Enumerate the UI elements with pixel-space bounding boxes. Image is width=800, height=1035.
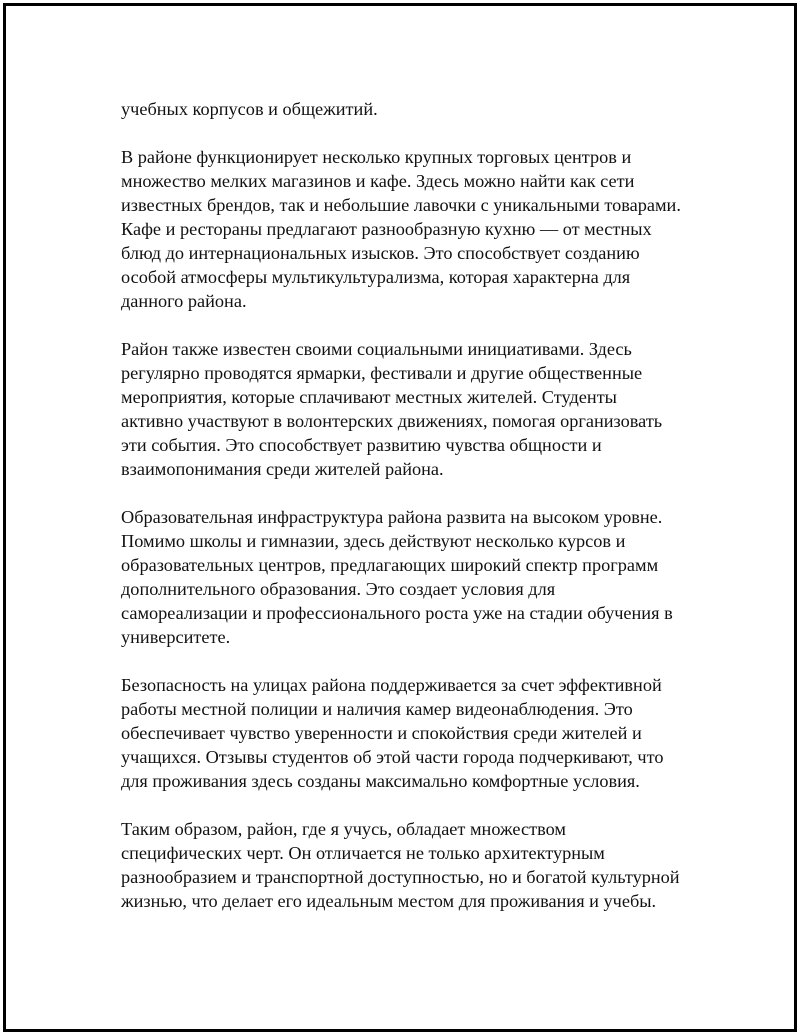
- page-border: [3, 3, 797, 1032]
- text-line: Безопасность на улицах района поддерживается за счет эффективной: [121, 675, 662, 695]
- text-line: Кафе и рестораны предлагают разнообразную кухню — от местных: [121, 219, 652, 239]
- document-body: [121, 97, 701, 937]
- text-line: известных брендов, так и небольшие лавочки с уникальными товарами.: [121, 195, 681, 215]
- text-line: блюд до интернациональных изысков. Это способствует созданию: [121, 243, 640, 263]
- text-line: В районе функционирует несколько крупных торговых центров и: [121, 147, 632, 167]
- text-line: Образовательная инфраструктура района развита на высоком уровне.: [121, 507, 663, 527]
- text-line: регулярно проводятся ярмарки, фестивали и другие общественные: [121, 363, 643, 383]
- text-line: Район также известен своими социальными инициативами. Здесь: [121, 339, 632, 359]
- text-line: особой атмосферы мультикультурализма, которая характерна для: [121, 267, 631, 287]
- text-line: разнообразием и транспортной доступностью, но и богатой культурной: [121, 867, 680, 887]
- text-line: Помимо школы и гимназии, здесь действуют несколько курсов и: [121, 531, 626, 551]
- text-line: данного района.: [121, 291, 247, 311]
- text-line: самореализации и профессионального роста уже на стадии обучения в: [121, 603, 673, 623]
- text-line: мероприятия, которые сплачивают местных жителей. Студенты: [121, 387, 617, 407]
- paragraph-1: [121, 97, 701, 121]
- text-line: образовательных центров, предлагающих широкий спектр программ: [121, 555, 659, 575]
- text-line: для проживания здесь созданы максимально комфортные условия.: [121, 771, 640, 791]
- text-line: жизнью, что делает его идеальным местом для проживания и учебы.: [121, 891, 657, 911]
- paragraph-6: [121, 817, 701, 913]
- text-line: обеспечивает чувство уверенности и спокойствия среди жителей и: [121, 723, 642, 743]
- paragraph-4: [121, 505, 701, 649]
- text-line: эти события. Это способствует развитию чувства общности и: [121, 435, 602, 455]
- text-line: университете.: [121, 627, 231, 647]
- paragraph-3: [121, 337, 701, 481]
- text-line: взаимопонимания среди жителей района.: [121, 459, 444, 479]
- text-line: учебных корпусов и общежитий.: [121, 99, 378, 119]
- text-line: активно участвуют в волонтерских движениях, помогая организовать: [121, 411, 663, 431]
- text-line: дополнительного образования. Это создает условия для: [121, 579, 556, 599]
- paragraph-2: [121, 145, 701, 313]
- paragraph-5: [121, 673, 701, 793]
- text-line: специфических черт. Он отличается не только архитектурным: [121, 843, 605, 863]
- text-line: множество мелких магазинов и кафе. Здесь можно найти как сети: [121, 171, 635, 191]
- text-line: Таким образом, район, где я учусь, обладает множеством: [121, 819, 566, 839]
- text-line: учащихся. Отзывы студентов об этой части города подчеркивают, что: [121, 747, 664, 767]
- text-line: работы местной полиции и наличия камер видеонаблюдения. Это: [121, 699, 633, 719]
